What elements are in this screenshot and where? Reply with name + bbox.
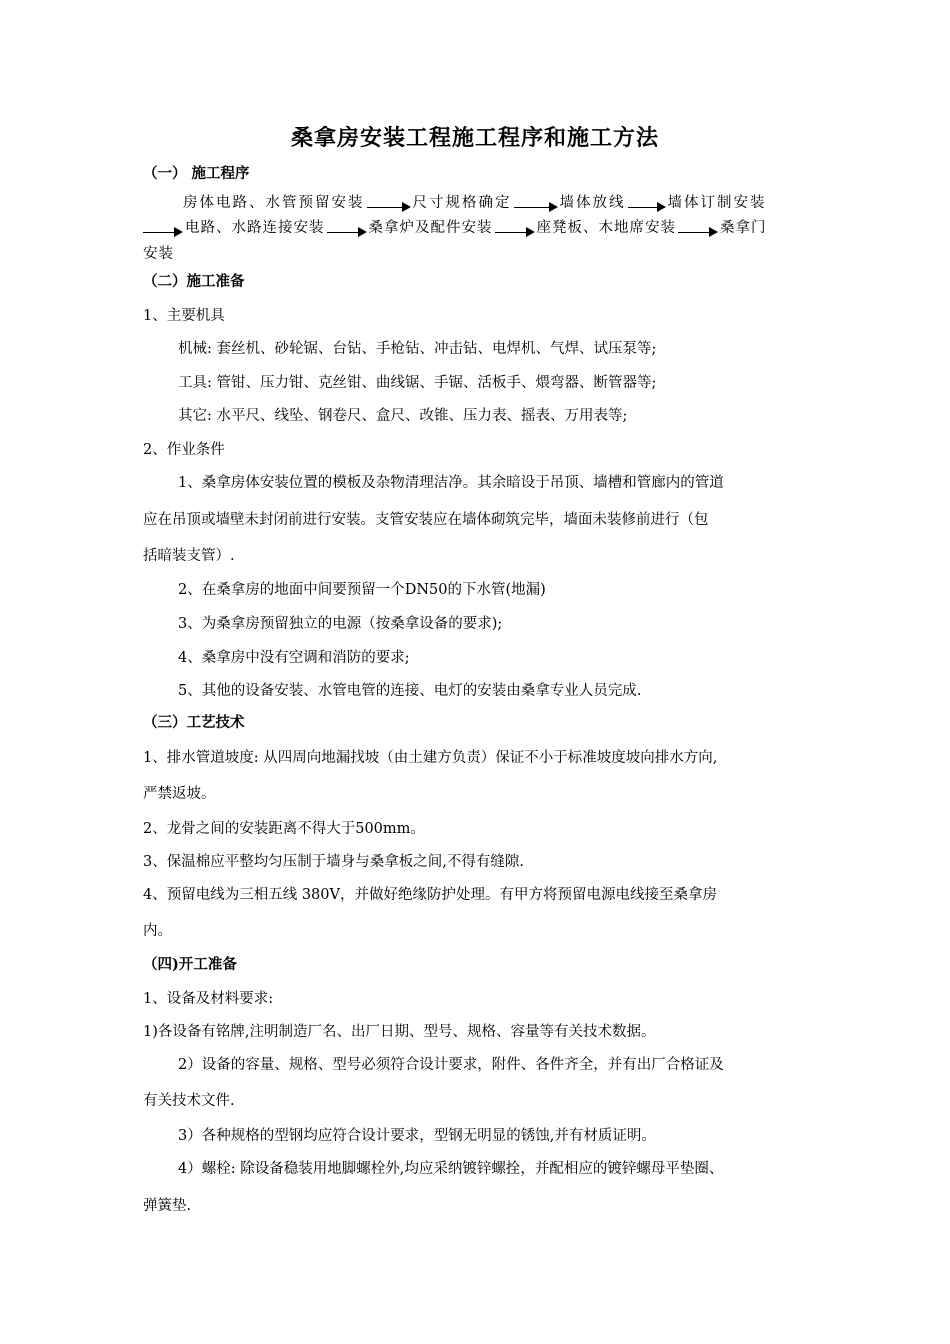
tools-machines: 机械: 套丝机、砂轮锯、台钻、手枪钻、冲击钻、电焊机、气焊、试压泵等; [178,341,657,357]
flow-step-5: 电路、水路连接安装 [185,220,325,236]
tools-other: 其它: 水平尺、线坠、钢卷尺、盒尺、改锥、压力表、摇表、万用表等; [178,408,628,424]
material-2-line-1: 2）设备的容量、规格、型号必须符合设计要求，附件、各件齐全，并有出厂合格证及 [178,1057,724,1073]
flow-step-7: 座凳板、木地席安装 [536,220,676,236]
arrow-right-icon [628,193,666,213]
tech-1-line-1: 1、排水管道坡度: 从四周向地漏找坡（由土建方负责）保证不小于标准坡度坡向排水方向, [143,750,718,766]
tech-4-line-2: 内。 [143,923,172,939]
arrow-right-icon [327,218,367,238]
flow-step-6: 桑拿炉及配件安装 [368,220,493,236]
condition-1-line-2: 应在吊顶或墙壁未封闭前进行安装。支管安装应在墙体砌筑完毕，墙面未装修前进行（包 [143,512,709,528]
flow-step-2: 尺寸规格确定 [412,195,512,211]
condition-1-line-3: 括暗装支管）. [143,548,235,564]
section-heading-1: （一） 施工程序 [143,165,250,182]
condition-1-line-1: 1、桑拿房体安装位置的模板及杂物清理洁净。其余暗设于吊顶、墙槽和管廊内的管道 [178,475,724,491]
subheading-tools: 1、主要机具 [143,308,225,324]
flow-step-8: 桑拿门 [720,220,767,236]
material-4-line-2: 弹簧垫. [143,1198,192,1214]
material-3: 3）各种规格的型钢均应符合设计要求，型钢无明显的锈蚀,并有材质证明。 [178,1128,656,1144]
tech-1-line-2: 严禁返坡。 [143,786,216,802]
subheading-conditions: 2、作业条件 [143,442,225,458]
arrow-right-icon [367,193,411,213]
condition-3: 3、为桑拿房预留独立的电源（按桑拿设备的要求); [178,616,503,632]
arrow-right-icon [143,218,183,238]
material-2-line-2: 有关技术文件. [143,1093,235,1109]
section-heading-4: （四)开工准备 [143,956,237,973]
flow-step-1: 房体电路、水管预留安装 [183,195,365,211]
condition-4: 4、桑拿房中没有空调和消防的要求; [178,650,410,666]
tools-hand: 工具: 管钳、压力钳、克丝钳、曲线锯、手锯、活板手、煨弯器、断管器等; [178,375,657,391]
condition-2: 2、在桑拿房的地面中间要预留一个DN50的下水管(地漏) [178,582,546,598]
flow-row-2 [143,218,767,238]
flow-row-1 [183,193,767,213]
material-4-line-1: 4）螺栓: 除设备稳装用地脚螺栓外,均应采纳镀锌螺拴，并配相应的镀锌螺母平垫圈、 [178,1161,724,1177]
material-1: 1)各设备有铭牌,注明制造厂名、出厂日期、型号、规格、容量等有关技术数据。 [143,1024,656,1040]
flow-step-4: 墙体订制安装 [667,195,767,211]
tech-3: 3、保温棉应平整均匀压制于墙身与桑拿板之间,不得有缝隙. [143,854,524,870]
arrow-right-icon [495,218,535,238]
arrow-right-icon [678,218,718,238]
condition-5: 5、其他的设备安装、水管电管的连接、电灯的安装由桑拿专业人员完成. [178,683,642,699]
flow-step-3: 墙体放线 [559,195,626,211]
subheading-materials: 1、设备及材料要求: [143,991,274,1007]
tech-4-line-1: 4、预留电线为三相五线 380V，并做好绝缘防护处理。有甲方将预留电源电线接至桑拿房 [143,887,717,903]
flow-step-8-cont: 安装 [143,246,174,262]
arrow-right-icon [514,193,558,213]
section-heading-3: （三）工艺技术 [143,714,245,731]
page-title: 桑拿房安装工程施工程序和施工方法 [290,125,659,151]
section-heading-2: （二）施工准备 [143,273,245,290]
tech-2: 2、龙骨之间的安装距离不得大于500mm。 [143,821,425,837]
